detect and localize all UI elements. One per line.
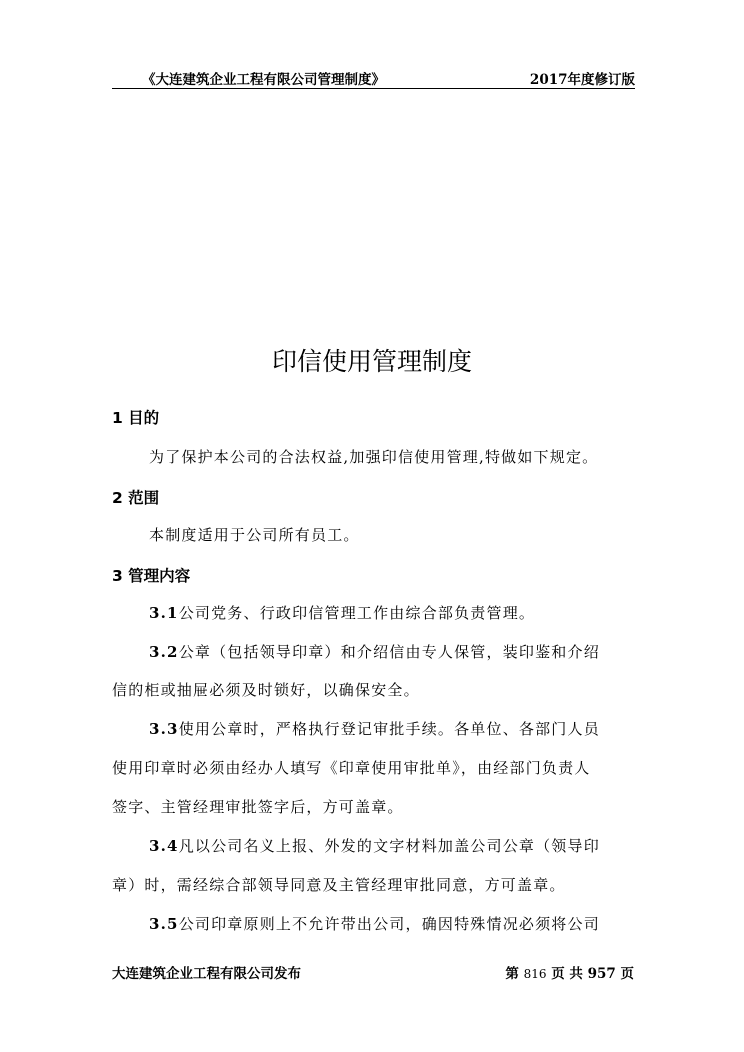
section-heading-scope: 2 范围 [112,489,160,507]
clause-text: 公司党务、行政印信管理工作由综合部负责管理。 [178,604,536,622]
footer-page-number [505,962,634,982]
section-heading-purpose: 1 目的 [112,409,160,427]
clause-text: 凡以公司名义上报、外发的文字材料加盖公司公章（领导印 [178,837,600,855]
section-paragraph-scope: 本制度适用于公司所有员工。 [149,526,360,544]
clause-3-1 [112,602,635,623]
clause-3-3-continued: 签字、主管经理审批签字后，方可盖章。 [112,798,404,816]
page-mid: 页 共 [551,966,583,982]
clause-3-3-continued: 使用印章时必须由经办人填写《印章使用审批单》，由经部门负责人 [112,759,591,777]
section-paragraph-purpose: 为了保护本公司的合法权益,加强印信使用管理,特做如下规定。 [149,448,599,466]
clause-3-5 [112,913,635,934]
clause-number: 3.4 [149,837,179,855]
page-total: 957 [587,966,616,982]
document-title: 印信使用管理制度 [271,347,472,376]
clause-number: 3.2 [149,643,179,661]
clause-number: 3.3 [149,720,179,738]
section-heading-management: 3 管理内容 [112,567,191,585]
clause-number: 3.1 [149,604,179,622]
page-prefix: 第 [505,966,519,982]
clause-3-3 [112,718,635,739]
footer-publisher: 大连建筑企业工程有限公司发布 [112,966,301,982]
clause-text: 公司印章原则上不允许带出公司，确因特殊情况必须将公司 [178,915,600,933]
header-edition: 2017年度修订版 [529,72,635,88]
page-suffix: 页 [620,966,634,982]
clause-3-4 [112,835,635,856]
clause-text: 公章（包括领导印章）和介绍信由专人保管，装印鉴和介绍 [178,643,600,661]
clause-3-4-continued: 章）时，需经综合部领导同意及主管经理审批同意，方可盖章。 [112,876,566,894]
page-current: 816 [523,967,547,981]
clause-3-2-continued: 信的柜或抽屉必须及时锁好，以确保安全。 [112,681,420,699]
header-title: 《大连建筑企业工程有限公司管理制度》 [142,72,385,88]
page-header [112,66,635,89]
clause-3-2 [112,641,635,662]
clause-number: 3.5 [149,915,179,933]
clause-text: 使用公章时，严格执行登记审批手续。各单位、各部门人员 [178,720,600,738]
